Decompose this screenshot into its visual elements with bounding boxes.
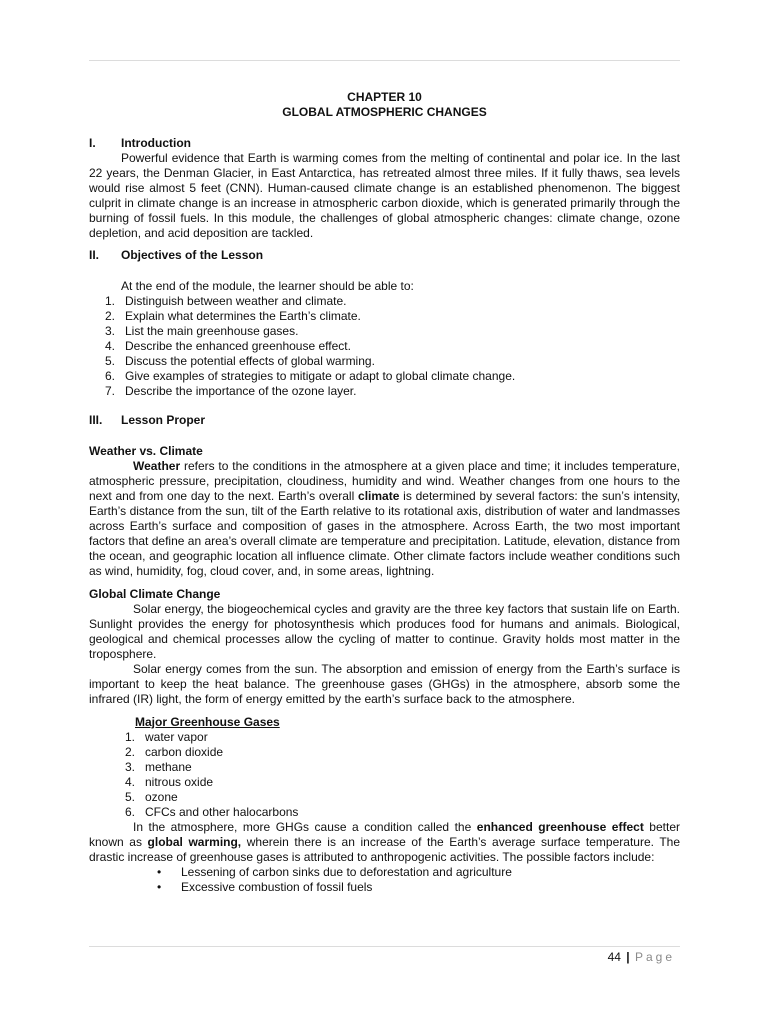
chapter-title: GLOBAL ATMOSPHERIC CHANGES (282, 105, 487, 119)
bullet-icon: • (157, 865, 162, 879)
factor-bullet-list (157, 865, 680, 895)
gcc-paragraph-2: Solar energy comes from the sun. The absorption and emission of energy from the Earth’s surface is important to keep the heat balance. The greenhouse gases (GHGs) in the atmosphere, absorb some the infrared (IR) light, the form of energy emitted by the earth’s surface back to the atmosphere. (89, 662, 680, 706)
list-item (95, 339, 680, 354)
list-item (115, 805, 680, 820)
section-lesson-heading (89, 413, 680, 428)
term-global-warming: global warming, (147, 835, 242, 849)
list-item-number: 6. (124, 805, 135, 819)
list-item-text: List the main greenhouse gases. (125, 324, 299, 338)
list-item-text: Describe the enhanced greenhouse effect. (125, 339, 351, 353)
major-ghg-heading: Major Greenhouse Gases (135, 715, 280, 729)
footer-rule (89, 946, 680, 947)
section-objectives-heading (89, 248, 680, 263)
list-item-number: 6. (104, 369, 115, 383)
gcc-paragraph-3 (89, 820, 680, 865)
list-item-text: water vapor (145, 730, 208, 744)
gcc-text-c: better known as (89, 820, 680, 849)
list-item-text: CFCs and other halocarbons (145, 805, 299, 819)
list-item-number: 2. (104, 309, 115, 323)
gcc-text-e: wherein there is an increase of the Earth’s average surface temperature. The drastic increase of greenhouse gases is attributed to anthropogenic activities. The possible factors include: (89, 835, 681, 864)
list-item (115, 775, 680, 790)
list-item (115, 790, 680, 805)
section-number: II. (89, 248, 100, 262)
list-item-text: Explain what determines the Earth’s climate. (125, 309, 361, 323)
section-number: III. (89, 413, 103, 427)
bullet-text: Excessive combustion of fossil fuels (181, 880, 373, 894)
footer-separator: | (626, 950, 630, 964)
list-item-number: 1. (124, 730, 135, 744)
list-item (95, 369, 680, 384)
weather-text-2: is determined by several factors: the sun’s intensity, Earth’s distance from the sun, tilt of the Earth relative to its rotational axis, distribution of water and landmasses across Earth’s surface and composition of gases in the atmosphere. Across Earth, the two most important factors that define an area’s overall climate are temperature and precipitation. Latitude, elevation, distance from the ocean, and geographic location all influence climate. Other climate factors include weather conditions such as wind, humidity, fog, cloud cover, and, in some areas, lightning. (89, 489, 680, 578)
list-item (115, 730, 680, 745)
list-item (95, 354, 680, 369)
bullet-item (157, 865, 680, 880)
term-climate: climate (358, 489, 400, 503)
list-item (95, 294, 680, 309)
list-item (95, 384, 680, 399)
list-item-number: 7. (104, 384, 115, 398)
list-item-text: ozone (145, 790, 178, 804)
page-footer (608, 950, 675, 965)
chapter-label: CHAPTER 10 (347, 90, 422, 104)
bullet-text: Lessening of carbon sinks due to deforestation and agriculture (181, 865, 512, 879)
weather-text-1: refers to the conditions in the atmosphere at a given place and time; it includes temperature, atmospheric pressure, precipitation, cloudiness, humidity and wind. Weather changes from one hours to the next and from one day to the next. Earth’s overall (89, 459, 680, 503)
ghg-list (115, 730, 680, 820)
section-title: Objectives of the Lesson (121, 248, 264, 262)
list-item-text: Distinguish between weather and climate. (125, 294, 347, 308)
list-item-text: Describe the importance of the ozone layer. (125, 384, 357, 398)
gcc-paragraph-1: Solar energy, the biogeochemical cycles and gravity are the three key factors that sustain life on Earth. Sunlight provides the energy for photosynthesis which produces food for humans and animals. Biological, geological and chemical processes allow the cycling of matter to continue. Gravity holds most matter in the troposphere. (89, 602, 680, 661)
list-item-text: Give examples of strategies to mitigate or adapt to global climate change. (125, 369, 516, 383)
list-item-text: nitrous oxide (145, 775, 214, 789)
list-item (95, 309, 680, 324)
list-item-number: 2. (124, 745, 135, 759)
list-item-number: 5. (104, 354, 115, 368)
weather-climate-paragraph (89, 459, 680, 579)
bullet-icon: • (157, 880, 162, 894)
section-title: Introduction (121, 136, 191, 150)
term-weather: Weather (133, 459, 181, 473)
list-item-text: Discuss the potential effects of global warming. (125, 354, 375, 368)
page-label: Page (634, 950, 675, 964)
list-item (95, 324, 680, 339)
section-number: I. (89, 136, 96, 150)
term-enhanced-greenhouse: enhanced greenhouse effect (476, 820, 644, 834)
document-page (89, 90, 680, 895)
list-item-number: 5. (124, 790, 135, 804)
list-item-number: 3. (124, 760, 135, 774)
list-item-number: 4. (104, 339, 115, 353)
page-number: 44 (607, 950, 621, 964)
bullet-item (157, 880, 680, 895)
objectives-lead: At the end of the module, the learner should be able to: (121, 279, 414, 293)
objectives-list (95, 294, 680, 399)
list-item-number: 1. (104, 294, 115, 308)
global-climate-change-heading: Global Climate Change (89, 587, 221, 601)
weather-climate-heading: Weather vs. Climate (89, 444, 203, 458)
section-title: Lesson Proper (121, 413, 206, 427)
header-rule (89, 60, 680, 61)
list-item (115, 745, 680, 760)
list-item-number: 4. (124, 775, 135, 789)
list-item-number: 3. (104, 324, 115, 338)
list-item-text: methane (145, 760, 192, 774)
list-item (115, 760, 680, 775)
section-introduction-heading (89, 136, 680, 151)
list-item-text: carbon dioxide (145, 745, 224, 759)
introduction-paragraph: Powerful evidence that Earth is warming comes from the melting of continental and polar ice. In the last 22 years, the Denman Glacier, in East Antarctica, has retreated almost three miles. If it fully thaws, sea levels would rise almost 5 feet (CNN). Human-caused climate change is an established phenomenon. The biggest culprit in climate change is an increase in atmospheric carbon dioxide, which is generated primarily through the burning of fossil fuels. In this module, the challenges of global atmospheric changes: climate change, ozone depletion, and acid deposition are tackled. (89, 151, 680, 240)
gcc-text-a: In the atmosphere, more GHGs cause a condition called the (133, 820, 477, 834)
